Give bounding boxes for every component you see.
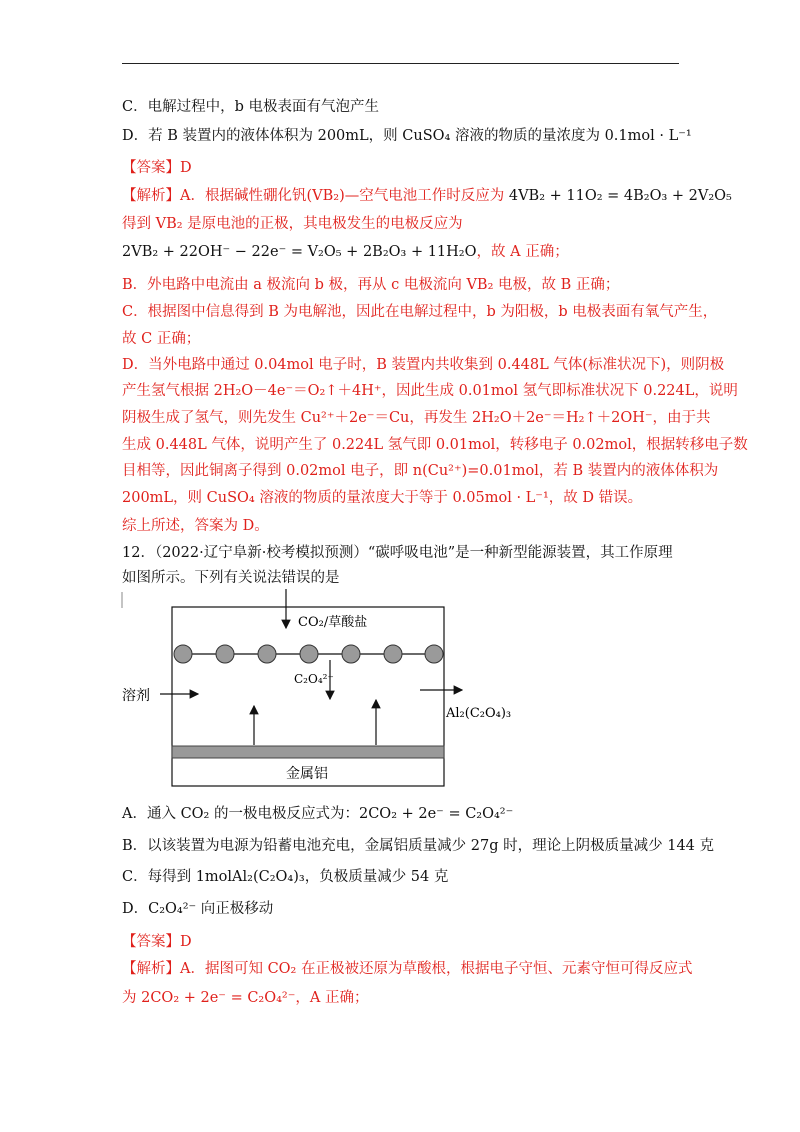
battery-container: [172, 607, 444, 786]
q11-summary: 综上所述，答案为 D。: [122, 518, 269, 534]
q11-option-d-formula: CuSO₄: [402, 128, 451, 144]
q12-option-b: B．以该装置为电源为铅蓄电池充电，金属铝质量减少 27g 时，理论上阴极质量减少 144 克: [122, 838, 714, 854]
q11-option-d-post: 溶液的物质的量浓度为 0.1mol · L⁻¹: [450, 128, 692, 144]
q12-exp-a-line1: 【解析】A．据图可知 CO₂ 在正极被还原为草酸根，根据电子守恒、元素守恒可得反应式: [122, 961, 693, 977]
q12-stem-line2: 如图所示。下列有关说法错误的是: [122, 570, 340, 586]
particle: [300, 645, 318, 663]
particle: [425, 645, 443, 663]
q11-exp-d-line1: D．当外电路中通过 0.04mol 电子时，B 装置内共收集到 0.448L 气体(标准状况下)，则阴极: [122, 357, 725, 373]
q12-option-c: C．每得到 1molAl₂(C₂O₄)₃，负极质量减少 54 克: [122, 869, 449, 885]
q11-exp-d-line6: 200mL，则 CuSO₄ 溶液的物质的量浓度大于等于 0.05mol · L⁻¹，故 D 错误。: [122, 490, 643, 506]
particle: [258, 645, 276, 663]
q11-option-c: C．电解过程中，b 电极表面有气泡产生: [122, 99, 379, 115]
q12-option-d: D．C₂O₄²⁻ 向正极移动: [122, 901, 274, 917]
aluminum-electrode-plate: [172, 746, 444, 758]
q11-exp-d-line2: 产生氢气根据 2H₂O－4e⁻＝O₂↑＋4H⁺，因此生成 0.01mol 氢气即标准状况下 0.224L，说明: [122, 383, 738, 399]
q11-exp-a-equation: 4VB₂ + 11O₂ = 4B₂O₃ + 2V₂O₅: [508, 188, 732, 204]
q11-option-d-pre: D．若 B 装置内的液体体积为 200mL，则: [122, 128, 403, 144]
q12-option-a: A．通入 CO₂ 的一极电极反应式为：2CO₂ + 2e⁻ = C₂O₄²⁻: [122, 806, 514, 822]
q12-exp-a-line2: 为 2CO₂ + 2e⁻ = C₂O₄²⁻，A 正确；: [122, 990, 369, 1006]
oxalate-ion-label: C₂O₄²⁻: [294, 672, 334, 686]
q11-exp-a-electrode-eq: 2VB₂ + 22OH⁻ − 22e⁻ = V₂O₅ + 2B₂O₃ + 11H₂O: [122, 244, 477, 260]
q12-stem-line1: 12．（2022·辽宁阜新·校考模拟预测）“碳呼吸电池”是一种新型能源装置，其工作原理: [122, 545, 673, 561]
particle: [342, 645, 360, 663]
particle: [384, 645, 402, 663]
metal-aluminum-label: 金属铝: [286, 766, 328, 782]
aluminum-oxalate-label: Al₂(C₂O₄)₃: [446, 706, 512, 721]
q11-exp-d-line3: 阴极生成了氢气，则先发生 Cu²⁺＋2e⁻＝Cu，再发生 2H₂O＋2e⁻＝H₂↑＋2OH⁻，由于共: [122, 410, 711, 426]
q11-exp-a-conclusion: ，故 A 正确；: [476, 244, 569, 260]
q11-exp-c-line2: 故 C 正确；: [122, 331, 201, 347]
q11-exp-a-text: 【解析】A．根据碱性硼化钒(VB₂)—空气电池工作时反应为: [122, 188, 509, 204]
q11-answer: 【答案】D: [122, 160, 192, 176]
q11-exp-b: B．外电路中电流由 a 极流向 b 极，再从 c 电极流向 VB₂ 电极，故 B 正确；: [122, 277, 620, 293]
particle: [216, 645, 234, 663]
q11-exp-d-line4: 生成 0.448L 气体，说明产生了 0.224L 氢气即 0.01mol，转移电子 0.02mol，根据转移电子数: [122, 437, 748, 453]
q11-exp-a-line2: 得到 VB₂ 是原电池的正极，其电极发生的电极反应为: [122, 216, 463, 232]
solvent-label: 溶剂: [122, 688, 150, 704]
q11-exp-d-line5: 目相等，因此铜离子得到 0.02mol 电子，即 n(Cu²⁺)=0.01mol，若 B 装置内的液体体积为: [122, 463, 719, 479]
co2-oxalate-label: CO₂/草酸盐: [298, 615, 368, 630]
q12-answer: 【答案】D: [122, 934, 192, 950]
particle: [174, 645, 192, 663]
q11-exp-c-line1: C．根据图中信息得到 B 为电解池，因此在电解过程中，b 为阳极，b 电极表面有氧气产生，: [122, 304, 718, 320]
